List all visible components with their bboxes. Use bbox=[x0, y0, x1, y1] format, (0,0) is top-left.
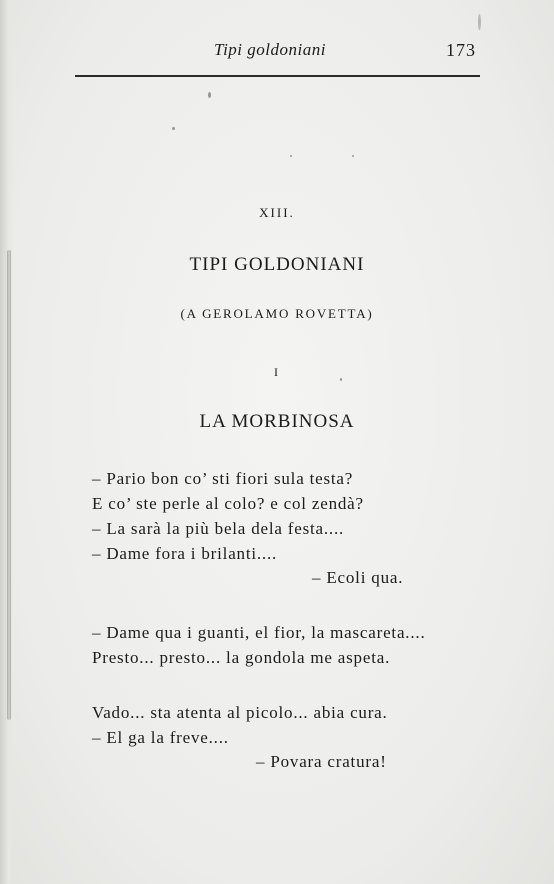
part-number: I bbox=[274, 365, 280, 379]
verse-line: – Dame qua i guanti, el fior, la mascareta.... bbox=[92, 623, 426, 642]
running-head: Tipi goldoniani bbox=[214, 40, 326, 59]
verse-line: Vado... sta atenta al picolo... abia cura. bbox=[92, 703, 388, 722]
verse-line: – Dame fora i brilanti.... bbox=[92, 544, 278, 563]
dedication: (A GEROLAMO ROVETTA) bbox=[180, 306, 374, 321]
verse-line: Presto... presto... la gondola me aspeta. bbox=[92, 648, 391, 667]
paper-speck bbox=[478, 14, 481, 30]
verse-line: – Pario bon co’ sti fiori sula testa? bbox=[92, 469, 354, 488]
section-number: XIII. bbox=[259, 205, 295, 220]
header-rule bbox=[75, 75, 480, 77]
section-title: TIPI GOLDONIANI bbox=[189, 254, 365, 275]
paper-speck bbox=[352, 155, 354, 157]
paper-speck bbox=[208, 92, 211, 98]
page-number: 173 bbox=[446, 40, 476, 60]
verse-line: – Povara cratura! bbox=[256, 752, 387, 771]
verse-line: – La sarà la più bela dela festa.... bbox=[92, 519, 345, 538]
paper-speck bbox=[172, 127, 175, 130]
verse-line: E co’ ste perle al colo? e col zendà? bbox=[92, 494, 364, 513]
paper-speck bbox=[290, 155, 292, 157]
verse-line: – El ga la freve.... bbox=[92, 728, 229, 747]
poem-title: LA MORBINOSA bbox=[199, 411, 355, 432]
paper-speck bbox=[340, 378, 342, 381]
verse-line: – Ecoli qua. bbox=[312, 568, 404, 587]
